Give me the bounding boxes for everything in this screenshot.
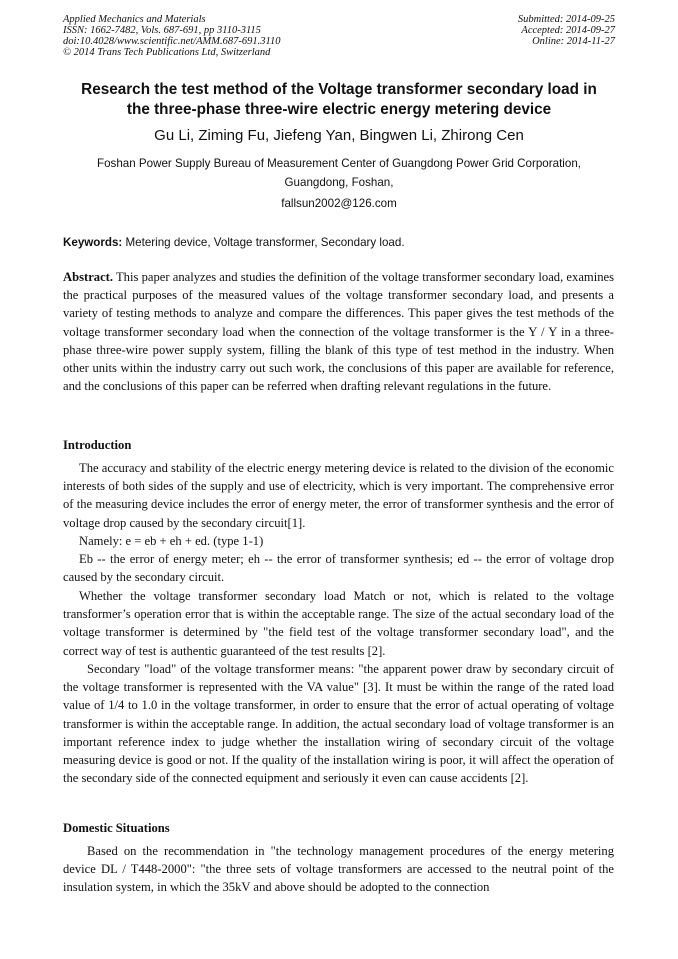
copyright: © 2014 Trans Tech Publications Ltd, Switzerland xyxy=(63,47,271,58)
keywords-text: Metering device, Voltage transformer, Secondary load. xyxy=(122,236,405,249)
keywords xyxy=(63,235,405,251)
intro-paragraph-4: Whether the voltage transformer secondary load Match or not, which is related to the voltage transformer’s operation error that is within the acceptable range. The size of the actual secondary load of the voltage transformer is determined by "the field test of the voltage transformer secondary load", and the correct way of test is authentic guaranteed of the test results [2]. xyxy=(63,589,614,658)
abstract-label: Abstract. xyxy=(63,270,114,284)
journal-header xyxy=(63,14,280,58)
intro-paragraph-5: Secondary "load" of the voltage transformer means: "the apparent power draw by secondary circuit of the voltage transformer is represented with the VA value" [3]. It must be within the range of the rated load value of 1/4 to 1.0 in the voltage transformer, in order to ensure that the error of actual operating of voltage transformer is within the acceptable range. In addition, the actual secondary load of voltage transformer is an important reference index to judge whether the installation wiring of secondary circuit of the voltage measuring device is good or not. If the quality of the installation wiring is poor, it will affect the operation of the secondary side of the connected equipment and seriously it even can cause accidents [2]. xyxy=(63,662,614,786)
online-date: Online: 2014-11-27 xyxy=(532,36,615,47)
dates-header xyxy=(518,14,615,47)
affiliation-line-1: Foshan Power Supply Bureau of Measurement Center of Guangdong Power Grid Corporation, xyxy=(97,157,581,170)
accepted-date: Accepted: 2014-09-27 xyxy=(521,25,615,36)
section-heading-introduction: Introduction xyxy=(63,438,132,452)
affiliation xyxy=(50,154,628,192)
domestic-paragraph-1: Based on the recommendation in "the technology management procedures of the energy metering device DL / T448-2000": "the three sets of voltage transformers are accessed to the neutral point of the insulation system, in which the 35kV and above should be adopted to the connection xyxy=(63,844,614,895)
journal-name: Applied Mechanics and Materials xyxy=(63,14,206,25)
abstract-text: This paper analyzes and studies the definition of the voltage transformer secondary load, examines the practical purposes of the measured values of the voltage transformer secondary load, and presents a variety of testing methods to analyze and compare the differences. This paper gives the test methods of the voltage transformer secondary load when the connection of the voltage transformer is the Y / Y in a three-phase three-wire power supply system, filling the blank of this type of test method in the industry. When other units within the industry carry out such work, the conclusions of this paper are available for reference, and the conclusions of this paper can be referred when drafting relevant regulations in the future. xyxy=(63,270,614,394)
intro-paragraph-3: Eb -- the error of energy meter; eh -- the error of transformer synthesis; ed -- the error of voltage drop caused by the secondary circuit. xyxy=(63,552,614,585)
abstract xyxy=(63,268,614,395)
intro-paragraph-1: The accuracy and stability of the electric energy metering device is related to the division of the economic interests of both sides of the supply and use of electricity, which is very important. The comprehensive error of the measuring device includes the error of energy meter, the error of transformer synthesis and the error of voltage drop caused by the secondary circuit[1]. xyxy=(63,461,614,530)
section-heading-domestic: Domestic Situations xyxy=(63,821,170,835)
author-email: fallsun2002@126.com xyxy=(281,197,397,210)
doi: doi:10.4028/www.scientific.net/AMM.687-691.3110 xyxy=(63,36,281,47)
intro-equation: Namely: e = eb + eh + ed. (type 1-1) xyxy=(79,534,264,548)
submitted-date: Submitted: 2014-09-25 xyxy=(517,14,615,25)
title-line-1: Research the test method of the Voltage transformer secondary load in xyxy=(81,81,597,98)
title-line-2: the three-phase three-wire electric energy metering device xyxy=(126,101,552,118)
affiliation-line-2: Guangdong, Foshan, xyxy=(284,176,394,189)
issn: ISSN: 1662-7482, Vols. 687-691, pp 3110-3115 xyxy=(63,25,261,36)
paper-title xyxy=(50,80,628,120)
authors: Gu Li, Ziming Fu, Jiefeng Yan, Bingwen Li, Zhirong Cen xyxy=(154,127,524,144)
keywords-label: Keywords: xyxy=(63,236,123,249)
